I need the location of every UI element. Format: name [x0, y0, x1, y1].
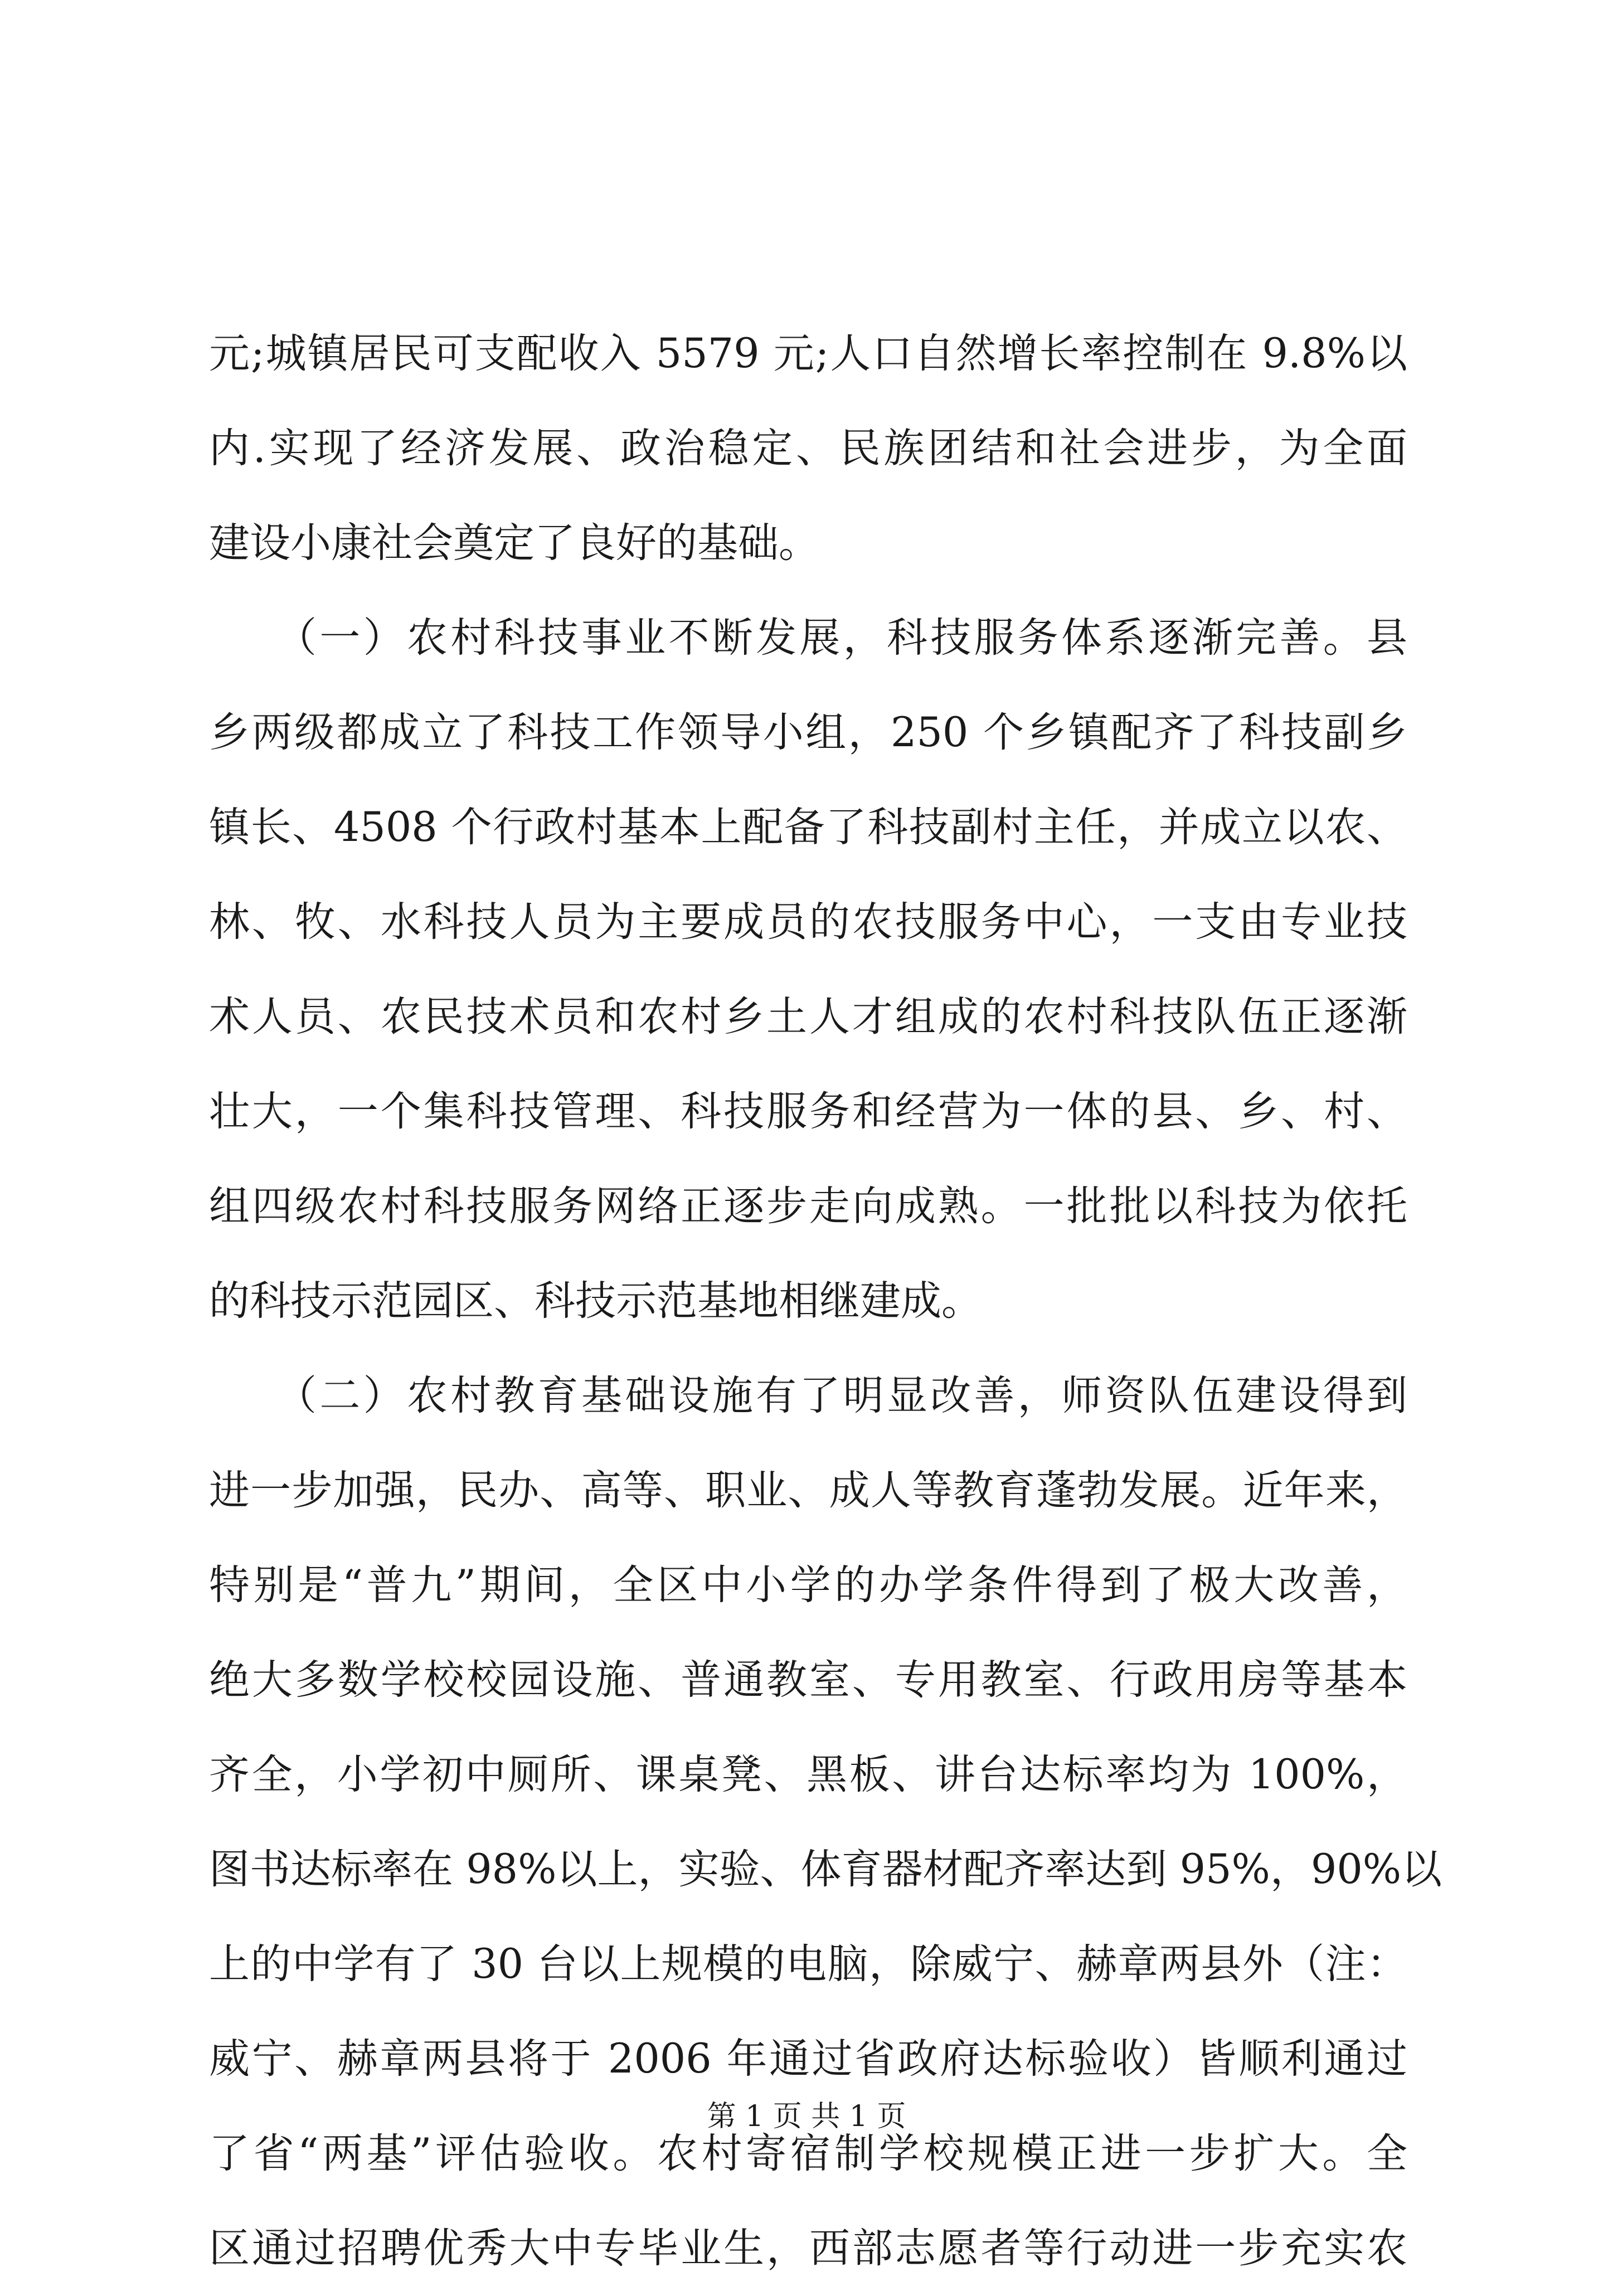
- text-line: 林、牧、水科技人员为主要成员的农技服务中心，一支由专业技: [209, 898, 1407, 946]
- text-line: （一）农村科技事业不断发展，科技服务体系逐渐完善。县: [209, 614, 1407, 661]
- page-number-label: 第 1 页 共 1 页: [707, 2100, 906, 2133]
- text-line: 了省“两基”评估验收。农村寄宿制学校规模正进一步扩大。全: [209, 2130, 1407, 2177]
- page-footer: [0, 2093, 1613, 2134]
- text-line: （二）农村教育基础设施有了明显改善，师资队伍建设得到: [209, 1372, 1407, 1419]
- text-line: 特别是“普九”期间，全区中小学的办学条件得到了极大改善，: [209, 1562, 1407, 1609]
- text-line: 绝大多数学校校园设施、普通教室、专用教室、行政用房等基本: [209, 1656, 1407, 1704]
- text-line: 建设小康社会奠定了良好的基础。: [209, 519, 819, 567]
- text-line: 图书达标率在 98%以上，实验、体育器材配齐率达到 95%，90%以: [209, 1846, 1442, 1893]
- text-line: 内.实现了经济发展、政治稳定、民族团结和社会进步，为全面: [209, 425, 1407, 472]
- text-line: 术人员、农民技术员和农村乡土人才组成的农村科技队伍正逐渐: [209, 993, 1407, 1040]
- text-line: 的科技示范园区、科技示范基地相继建成。: [209, 1277, 982, 1325]
- body-text: [209, 307, 1442, 2296]
- text-line: 镇长、4508 个行政村基本上配备了科技副村主任，并成立以农、: [209, 804, 1407, 851]
- text-line: 上的中学有了 30 台以上规模的电脑，除威宁、赫章两县外（注：: [209, 1940, 1407, 1988]
- text-line: 齐全，小学初中厕所、课桌凳、黑板、讲台达标率均为 100%，: [209, 1751, 1407, 1798]
- text-line: 威宁、赫章两县将于 2006 年通过省政府达标验收）皆顺利通过: [209, 2035, 1407, 2083]
- text-line: 组四级农村科技服务网络正逐步走向成熟。一批批以科技为依托: [209, 1183, 1407, 1230]
- text-line: 乡两级都成立了科技工作领导小组，250 个乡镇配齐了科技副乡: [209, 709, 1407, 756]
- text-line: 区通过招聘优秀大中专毕业生，西部志愿者等行动进一步充实农: [209, 2225, 1407, 2272]
- text-line: 壮大，一个集科技管理、科技服务和经营为一体的县、乡、村、: [209, 1088, 1407, 1135]
- text-line: 元;城镇居民可支配收入 5579 元;人口自然增长率控制在 9.8%以: [209, 330, 1407, 377]
- text-line: 进一步加强，民办、高等、职业、成人等教育蓬勃发展。近年来，: [209, 1467, 1407, 1514]
